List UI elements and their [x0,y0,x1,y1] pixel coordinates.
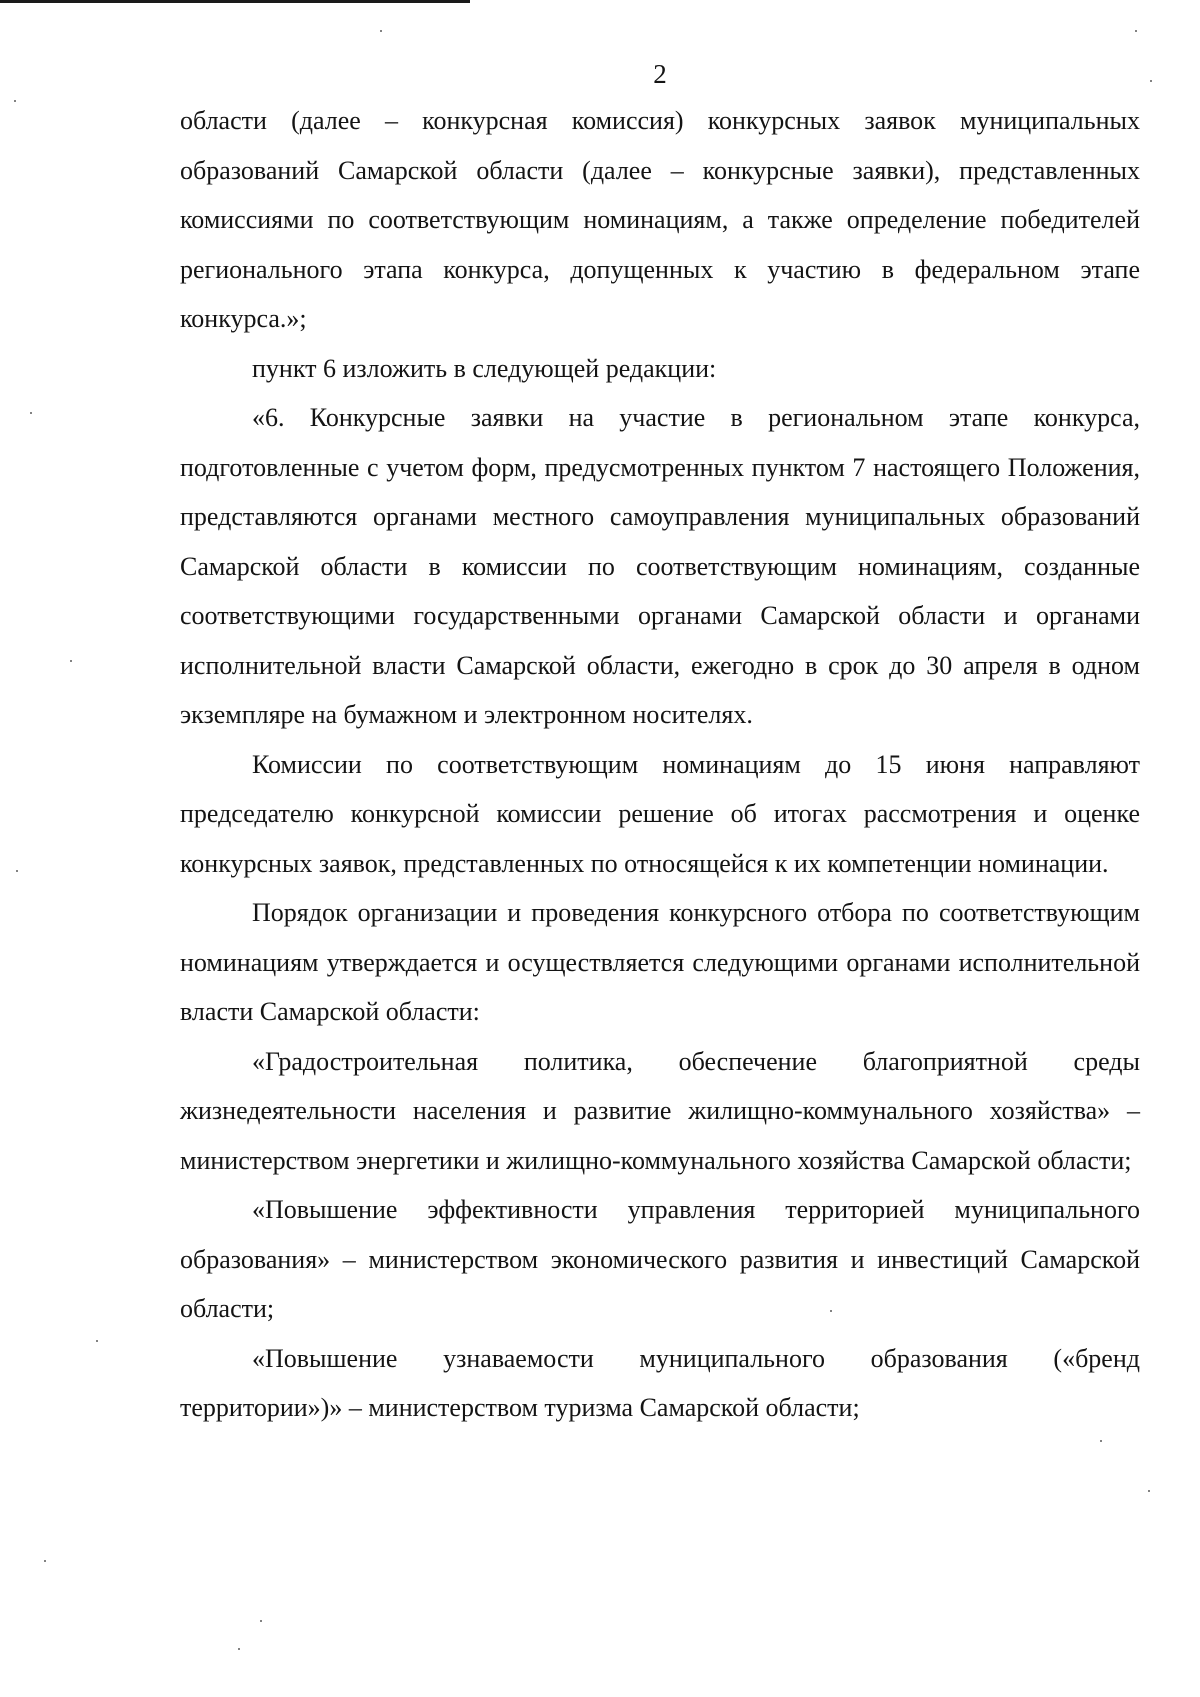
top-rule [0,0,470,3]
scan-speck [14,100,16,102]
scan-speck [260,1620,262,1622]
scan-speck [96,1340,98,1342]
scan-speck [1135,30,1137,32]
paragraph-nomination-brand: «Повышение узнаваемости муниципального образования («бренд территории»)» – министерством туризма Самарской области; [180,1343,1140,1422]
scan-speck [238,1648,240,1650]
paragraph-amendment-intro: пункт 6 изложить в следующей редакции: [252,353,717,383]
scan-speck [44,1560,46,1562]
paragraph-continuation: области (далее – конкурсная комиссия) конкурсных заявок муниципальных образований Самарской области (далее – конкурсные заявки), представленных комиссиями по соответствующим номинациям, а также определение победителей регионального этапа конкурса, допущенных к участию в федеральном этапе конкурса.»; [180,106,1140,333]
scan-speck [1150,80,1152,82]
paragraph-commissions: Комиссии по соответствующим номинациям до 15 июня направляют председателю конкурсной комиссии решение об итогах рассмотрения и оценке конкурсных заявок, представленных по относящейся к их компетенции номинации. [180,749,1140,878]
document-body [180,96,1140,1433]
scan-speck [16,870,18,872]
scan-speck [1100,1440,1102,1442]
scan-speck [380,30,382,32]
paragraph-point-6: «6. Конкурсные заявки на участие в региональном этапе конкурса, подготовленные с учетом форм, предусмотренных пунктом 7 настоящего Положения, представляются органами местного самоуправления муниципальных образований Самарской области в комиссии по соответствующим номинациям, созданные соответствующими государственными органами Самарской области и органами исполнительной власти Самарской области, ежегодно в срок до 30 апреля в одном экземпляре на бумажном и электронном носителях. [180,403,1140,729]
scan-speck [70,660,72,662]
scan-speck [30,412,32,414]
paragraph-nomination-management: «Повышение эффективности управления территорией муниципального образования» – министерством экономического развития и инвестиций Самарской области; [180,1195,1140,1323]
paragraph-nomination-urban: «Градостроительная политика, обеспечение благоприятной среды жизнедеятельности населения и развитие жилищно-коммунального хозяйства» – министерством энергетики и жилищно-коммунального хозяйства Самарской области; [180,1046,1140,1175]
scan-speck [830,1310,832,1312]
scan-speck [1148,1490,1150,1492]
page-number: 2 [653,59,667,89]
paragraph-procedure: Порядок организации и проведения конкурсного отбора по соответствующим номинациям утверждается и осуществляется следующими органами исполнительной власти Самарской области: [180,898,1140,1026]
